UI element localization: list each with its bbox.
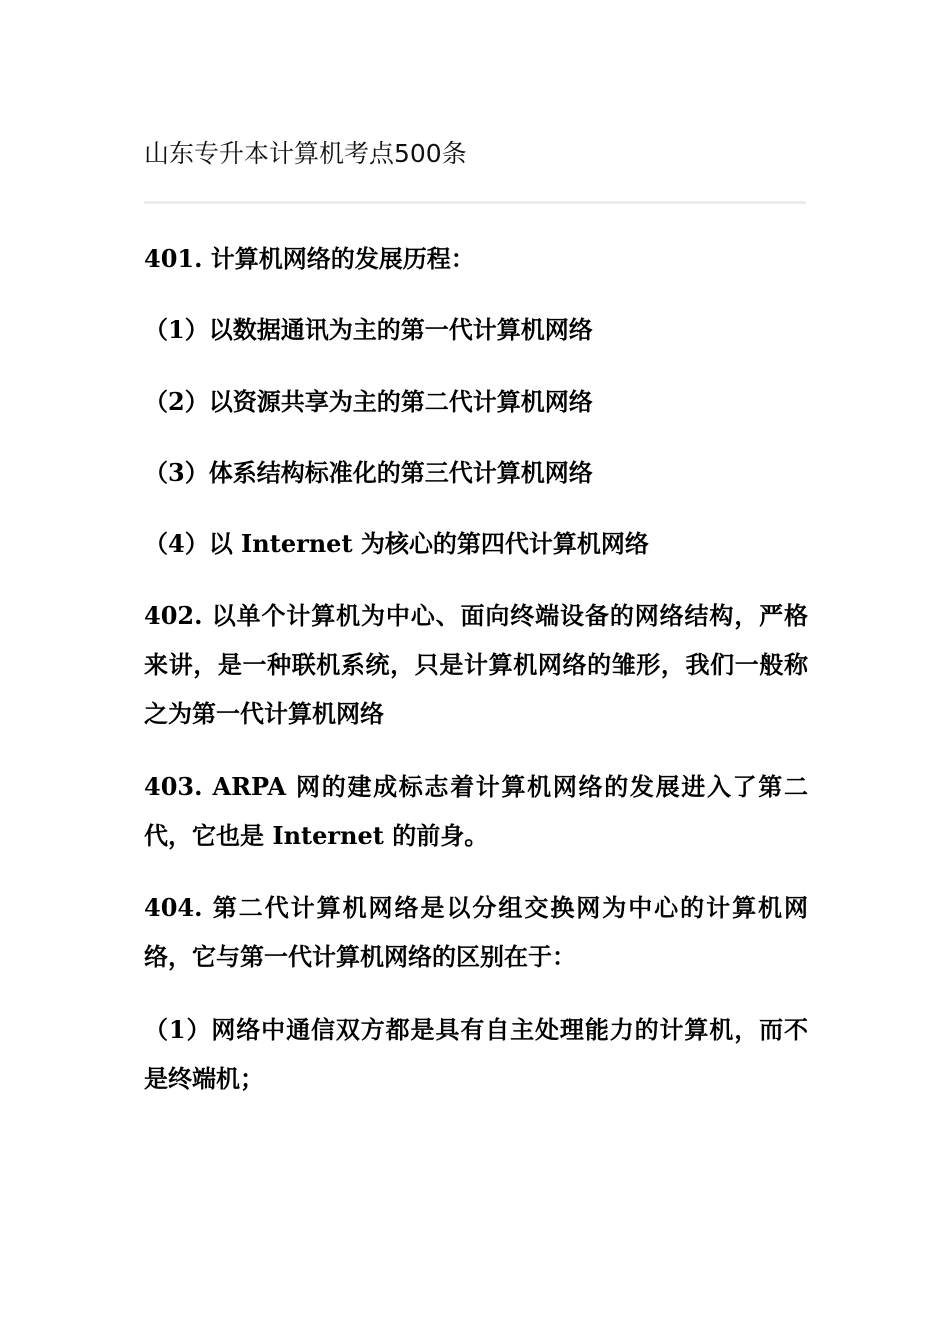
paragraph-404: 404. 第二代计算机网络是以分组交换网为中心的计算机网络，它与第一代计算机网络的区别在于： xyxy=(144,893,808,971)
list-item-2: （2）以资源共享为主的第二代计算机网络 xyxy=(144,387,593,416)
paragraph-403: 403. ARPA 网的建成标志着计算机网络的发展进入了第二代，它也是 Internet 的前身。 xyxy=(144,772,808,850)
paragraph-402: 402. 以单个计算机为中心、面向终端设备的网络结构，严格来讲，是一种联机系统，只是计算机网络的雏形，我们一般称之为第一代计算机网络 xyxy=(144,601,808,728)
list-item-1: （1）以数据通讯为主的第一代计算机网络 xyxy=(144,315,593,344)
document-title: 山东专升本计算机考点500条 xyxy=(144,139,467,168)
paragraph-401: 401. 计算机网络的发展历程： xyxy=(144,244,475,273)
title-divider xyxy=(144,201,806,204)
paragraph-404-item-1: （1）网络中通信双方都是具有自主处理能力的计算机，而不是终端机； xyxy=(144,1015,808,1093)
list-item-3: （3）体系结构标准化的第三代计算机网络 xyxy=(144,458,593,487)
list-item-4: （4）以 Internet 为核心的第四代计算机网络 xyxy=(144,529,649,558)
